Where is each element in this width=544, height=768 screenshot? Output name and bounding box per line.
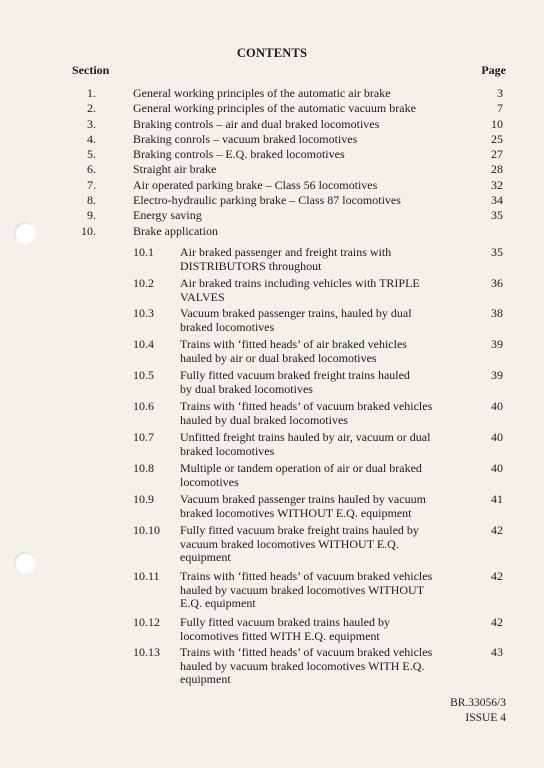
section-row [0,193,544,208]
subsection-title-line: E.Q. equipment [180,596,256,611]
subsection-title [180,338,470,365]
subsection-title [180,524,470,565]
subsection-title-line: equipment [180,550,231,565]
subsection-title-line: DISTRIBUTORS throughout [180,258,322,273]
subsection-title-line: equipment [180,672,231,687]
section-number: 9. [87,208,96,223]
section-page: 27 [491,147,503,162]
subsection-title [180,369,470,396]
subsection-page: 43 [491,645,503,659]
document-reference [450,696,506,726]
subsection-number: 10.6 [133,399,154,413]
section-title: Braking controls – E.Q. braked locomotives [133,147,345,162]
subsection-number: 10.12 [133,615,160,629]
subsection-title-line: locomotives fitted WITH E.Q. equipment [180,628,380,643]
subsection-title-line: Trains with ‘fitted heads’ of vacuum braked vehicles [180,645,433,659]
section-title: Brake application [133,223,218,238]
punch-hole-bottom [14,552,36,574]
subsection-title-line: braked locomotives [180,443,275,458]
section-row [0,86,544,101]
section-title: Braking conrols – vacuum braked locomotives [133,131,358,146]
subsection-number: 10.4 [133,337,154,351]
section-number: 1. [87,86,96,100]
section-number: 8. [87,193,96,208]
subsection-title-line: hauled by air or dual braked locomotives [180,350,377,365]
contents-title: CONTENTS [236,46,308,60]
section-title: Braking controls – air and dual braked locomotives [133,116,380,131]
subsection-title-line: vacuum braked locomotives WITHOUT E.Q. [180,536,399,551]
subsection-page: 42 [491,569,503,583]
issue-number: ISSUE 4 [465,712,506,724]
subsection-title-line: by dual braked locomotives [180,381,313,396]
subsection-page: 35 [491,245,503,259]
section-number: 2. [87,101,96,116]
section-row [0,132,544,147]
subsection-title [180,570,470,611]
subsection-page: 39 [491,337,503,351]
section-number: 3. [87,116,96,131]
section-column-header: Section [72,63,110,77]
section-list [0,86,544,239]
subsection-number: 10.8 [133,461,154,475]
subsection-number: 10.5 [133,368,154,382]
subsection-page: 41 [491,492,503,506]
section-title: Electro-hydraulic parking brake – Class 87 locomotives [133,193,401,208]
subsection-title-line: Fully fitted vacuum brake freight trains hauled by [180,523,419,537]
subsection-title-line: Fully fitted vacuum braked freight trains hauled [180,368,410,382]
subsection-number: 10.11 [133,569,160,583]
subsection-number: 10.10 [133,523,160,537]
subsection-title-line: Air braked passenger and freight trains with [180,245,392,259]
section-row [0,208,544,223]
section-number: 10. [81,223,96,238]
section-page: 28 [491,162,503,177]
section-row [0,147,544,162]
subsection-page: 40 [491,461,503,475]
subsection-title-line: hauled by vacuum braked locomotives WITHOUT [180,582,425,597]
subsection-title-line: Fully fitted vacuum braked trains hauled by [180,615,390,629]
subsection-title-line: Unfitted freight trains hauled by air, vacuum or dual [180,430,431,444]
subsection-title-line: locomotives [180,474,239,489]
subsection-title-line: hauled by dual braked locomotives [180,412,348,427]
subsection-page: 42 [491,615,503,629]
subsection-title-line: hauled by vacuum braked locomotives WITH E.Q. [180,658,425,673]
subsection-number: 10.3 [133,306,154,320]
subsection-title [180,400,470,427]
subsection-number: 10.9 [133,492,154,506]
subsection-title [180,277,470,304]
section-page: 25 [491,131,503,146]
subsection-title-line: Trains with ‘fitted heads’ of vacuum braked vehicles [180,569,433,583]
subsection-number: 10.13 [133,645,160,659]
subsection-title [180,462,470,489]
section-page: 10 [491,116,503,131]
section-page: 3 [497,86,503,100]
subsection-title [180,493,470,520]
subsection-title-line: Trains with ‘fitted heads’ of air braked vehicles [180,337,407,351]
subsection-title [180,246,470,273]
section-row [0,101,544,116]
section-title: General working principles of the automatic vacuum brake [133,101,416,116]
subsection-title [180,646,470,687]
subsection-page: 40 [491,430,503,444]
subsection-page: 42 [491,523,503,537]
section-title: Energy saving [133,208,202,223]
section-number: 6. [87,162,96,177]
section-row [0,162,544,177]
subsection-title-line: Air braked trains including vehicles with TRIPLE [180,276,420,290]
subsection-page: 36 [491,276,503,290]
page-column-header: Page [481,63,506,77]
subsection-page: 40 [491,399,503,413]
subsection-page: 38 [491,306,503,320]
section-page: 34 [491,193,503,208]
subsection-title [180,307,470,334]
section-page: 35 [491,208,503,223]
section-page: 32 [491,177,503,192]
section-row [0,224,544,239]
subsection-number: 10.1 [133,245,154,259]
subsection-number: 10.7 [133,430,154,444]
subsection-title-line: braked locomotives [180,319,275,334]
subsection-number: 10.2 [133,276,154,290]
subsection-title-line: Vacuum braked passenger trains, hauled by dual [180,306,412,320]
subsection-title-line: braked locomotives WITHOUT E.Q. equipment [180,505,412,520]
section-title: Air operated parking brake – Class 56 locomotives [133,177,378,192]
subsection-title [180,616,470,643]
section-title: General working principles of the automatic air brake [133,86,391,100]
section-number: 7. [87,177,96,192]
subsection-title-line: VALVES [180,289,225,304]
subsection-title-line: Vacuum braked passenger trains hauled by vacuum [180,492,426,506]
section-row [0,178,544,193]
section-number: 5. [87,147,96,162]
section-row [0,117,544,132]
subsection-title-line: Multiple or tandem operation of air or dual braked [180,461,422,475]
section-page: 7 [497,101,503,116]
section-title: Straight air brake [133,162,217,177]
subsection-title [180,431,470,458]
section-number: 4. [87,131,96,146]
subsection-title-line: Trains with ‘fitted heads’ of vacuum braked vehicles [180,399,433,413]
subsection-page: 39 [491,368,503,382]
document-number: BR.33056/3 [450,697,506,709]
